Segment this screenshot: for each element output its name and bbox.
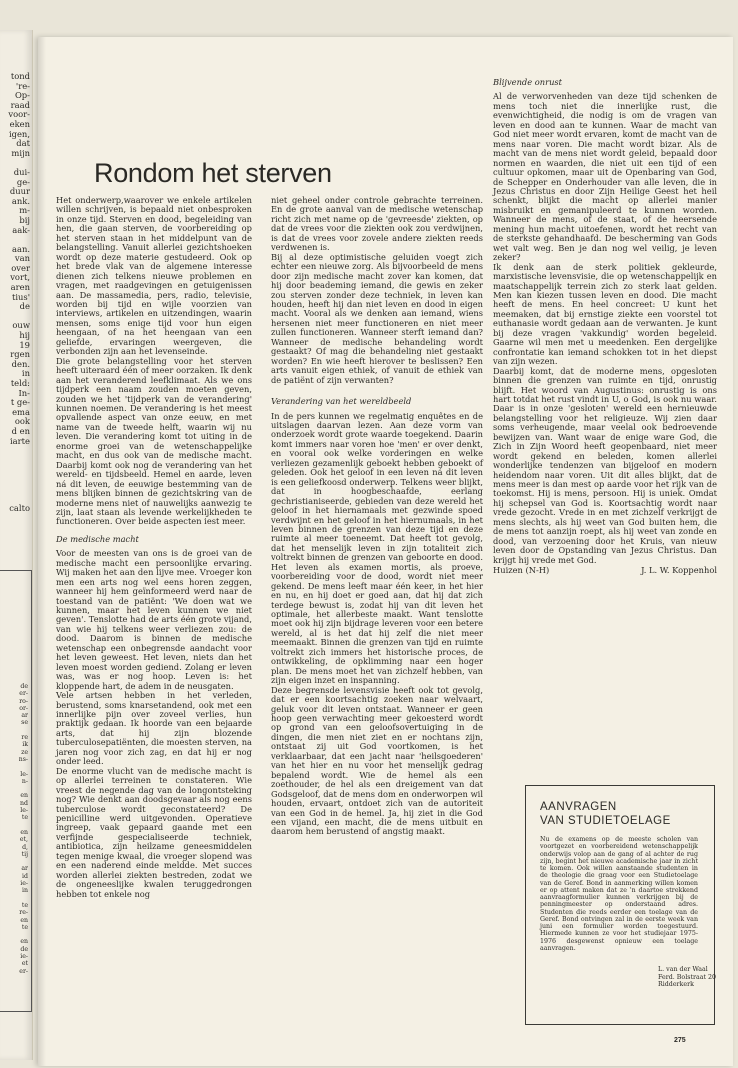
paragraph: Vele artsen hebben in het verleden, berustend, soms knarsetandend, ook met een innerlijke pijn over zoveel verlies, hun praktijk gedaan. Ik hoorde van een bejaarde arts, dat hij zijn blozende tuberculosepatiënten, die moesten sterven, na jaren nog voor zich zag, en dat hij er nog onder leed. bbox=[56, 690, 252, 767]
previous-page-line: ns- bbox=[18, 755, 28, 763]
previous-page-line: teld: bbox=[10, 378, 30, 388]
paragraph: Die grote belangstelling voor het sterven heeft uiteraard één of meer oorzaken. Ik denk aan het veranderend leefklimaat. Als we ons tijdperk een naam zouden moeten geven, zouden we het 'tijdperk van de verandering' kunnen noemen. De verandering is het meest opvallende aspect van onze eeuw, en met name van de tweede helft, waarin wij nu leven. Die verandering komt tot uiting in de enorme groei van de wetenschappelijke macht, en dus ook van de medische macht. Daarbij komt ook nog de verandering van het wereld- en tijdsbeeld. Hemel en aarde, leven ná dit leven, de eeuwige bestemming van de mens blijken binnen de gezichtskring van de moderne mens niet of nauwelijks aanwezig te zijn, laat staan als levende werkelijkheden te functioneren. Over beide aspecten iest meer. bbox=[56, 355, 252, 527]
notice-signature bbox=[658, 966, 717, 989]
previous-page-line: tij bbox=[21, 850, 28, 858]
notice-title bbox=[540, 800, 698, 828]
previous-page-line: ro- bbox=[19, 697, 28, 705]
previous-page-line bbox=[0, 456, 30, 466]
previous-page-line: 19 bbox=[19, 339, 30, 350]
previous-page-line: nd bbox=[20, 799, 28, 807]
previous-page-line: dat bbox=[16, 138, 30, 149]
page-number: 275 bbox=[674, 1037, 686, 1044]
previous-page-line bbox=[19, 822, 28, 829]
signature-author: J. L. W. Koppenhol bbox=[641, 565, 717, 576]
previous-page-line: m- bbox=[19, 205, 30, 216]
previous-page-line: hij bbox=[19, 330, 30, 341]
article-page bbox=[38, 37, 733, 1066]
previous-page-line: ar bbox=[21, 712, 28, 720]
paragraph: Al de verworvenheden van deze tijd schenken de mens toch niet die innerlijke rust, die evenwichtigheid, die nodig is om de vragen van leven en dood aan te kunnen. Waar de macht van God niet meer wordt ervaren, komt de macht van de mens naar voren. Die macht wordt bizar. Als de macht van de mens niet wordt geleid, bepaald door normen en waarden, die niet uit een tijd of een cultuur opkomen, maar uit de Openbaring van God, de Schepper en Onderhouder van alle leven, die in Jezus Christus en door Zijn Heilige Geest het heil schenkt, blijkt die macht op allerlei manier misbruikt en gemanipuleerd te kunnen worden. Wanneer de mens, of de staat, of de heersende mening hun macht uitoefenen, wordt het recht van de sterkste gehandhaafd. De bescherming van Gods wet valt weg. Ben je dan nog wel veilig, je leven zeker? bbox=[493, 91, 717, 263]
paragraph: niet geheel onder controle gebrachte terreinen. En de grote aanval van de medische wetenschap richt zich met name op de 'gevreesde' ziekten, op dat de vrees voor die ziekten ook zou verdwijnen, is dat de vrees voor zovele andere ziekten reeds verdwenen is. bbox=[271, 195, 483, 253]
paragraph: De enorme vlucht van de medische macht is op allerlei terreinen te constateren. Wie vreest de negende dag van de longontsteking nog? Wie denkt aan doodsgevaar als nog eens tuberculose wordt geconstateerd? De penicilline werd uitgevonden. Operatieve ingreep, vaak gepaard gaande met een verfijnde gespecialiseerde techniek, antibiotica, zijn heilzame geneesmiddelen tegen menige kwaal, die vroeger slopend was en een naderend einde meldde. Met succes worden allerlei ziekten bestreden, zodat we de ongeneeslijke kwalen teruggedrongen hebben tot enkele nog bbox=[56, 765, 252, 899]
previous-page-line: en bbox=[20, 916, 28, 924]
article-signature bbox=[493, 566, 717, 575]
previous-page-box bbox=[0, 570, 32, 1012]
page-gutter-shadow bbox=[38, 37, 46, 1066]
article-title: Rondom het sterven bbox=[94, 158, 332, 188]
previous-page-line: or- bbox=[19, 704, 28, 712]
previous-page-line: de bbox=[19, 301, 30, 312]
previous-page-line bbox=[19, 763, 28, 770]
previous-page-line: over bbox=[11, 262, 30, 273]
previous-page-line: Op- bbox=[14, 90, 30, 101]
previous-page-line: tond bbox=[10, 71, 30, 81]
previous-page-line: re- bbox=[19, 909, 28, 917]
previous-page-line: igen, bbox=[8, 128, 30, 139]
previous-page-line: ar bbox=[21, 865, 28, 873]
previous-page-line: et, bbox=[19, 836, 28, 844]
previous-page-line: en bbox=[20, 792, 28, 800]
section-heading: De medische macht bbox=[56, 533, 139, 544]
previous-page-line: aan. bbox=[11, 243, 30, 254]
paragraph: Het onderwerp,waarover we enkele artikelen willen schrijven, is bepaald niet onbesproken in onze tijd. Sterven en dood, begeleiding van hen, die gaan sterven, de voorbereiding op het sterven staan in het middelpunt van de belangstelling. Vanuit allerlei gezichtshoeken wordt op deze materie gestudeerd. Ook op het brede vlak van de algemene interesse dienen zich telkens nieuwe problemen en vragen, met raadgevingen en getuigenissen aan. De massamedia, pers, radio, televisie, worden bij tijd en wijle voorzien van interviews, artikelen en uitzendingen, waarin mensen, soms enige tijd voor hun eigen heengaan, of na het heengaan van een geliefde, ervaringen weergeven, die verbonden zijn aan het levenseinde. bbox=[56, 195, 252, 357]
section-heading: Blijvende onrust bbox=[493, 77, 563, 87]
previous-page-line: 're- bbox=[15, 80, 30, 91]
paragraph: In de pers kunnen we regelmatig enquêtes en de uitslagen daarvan lezen. Aan deze vorm van onderzoek wordt grote waarde toegekend. Daarin komt immers naar voren hoe 'men' er over denkt, en vooral ook welke vorderingen en welke verliezen gezamenlijk geboekt hebben geboekt of geleden. Ook het geloof in een leven ná dit leven is een geliefkoosd onderwerp. Telkens weer blijkt, dat in hoogbeschaafde, eerlang gechristianiseerde, gebieden van deze wereld het geloof in het hiernamaals met gezwinde spoed verdwijnt en het geloof in het hiernumaals, in het leven binnen de grenzen van deze tijd en deze ruimte al meer toeneemt. Dat heeft tot gevolg, dat het menselijk leven in zijn totaliteit zich voltrekt binnen de grenzen van geboorte en dood. Het leven als examen mortis, als proeve, voorbereiding voor de dood, wordt niet meer gekend. De mens leeft maar één keer, in het hier en nu, en hij doet er goed aan, dat hij dat zich terdege bewust is, zodat hij van dit leven het optimale, het allerbeste maakt. Want tenslotte moet ook hij zijn bijdrage leveren voor een betere wereld, al is het dat hij zelf die niet meer meemaakt. Binnen die grenzen van tijd en ruimte voltrekt zich immers het historische proces, de ontwikkeling, de opklimming naar een hoger plan. De mens moet het van zichzelf hebben, van zijn eigen inzet en inspanning. bbox=[271, 410, 483, 686]
previous-page-box-text bbox=[19, 683, 28, 975]
previous-page-line: ze bbox=[21, 748, 28, 756]
previous-page-line: er- bbox=[19, 690, 28, 698]
previous-page-line: ook bbox=[14, 416, 30, 427]
previous-page-line: le- bbox=[20, 770, 28, 778]
previous-page-line: duur bbox=[9, 186, 30, 197]
notice-sign-city: Ridderkerk bbox=[658, 981, 694, 989]
previous-page-line: ouw bbox=[12, 320, 30, 331]
section-heading: Verandering van het wereldbeeld bbox=[271, 396, 412, 407]
notice-body: Nu de examens op de meeste scholen van voortgezet en voorbereidend wetenschappelijk onderwijs volop aan de gang of al achter de rug zijn, begint het nieuwe academische jaar in zicht te komen. Ook willen aanstaande studenten in de theologie die graag voor een Studietoelage van de Geref. Bond in aanmerking willen komen er op attent maken dat ze 'n daartoe strekkend aanvraagformulier kunnen verkrijgen bij de penningmeester op onderstaand adres. Studenten die reeds eerder een toelage van de Geref. Bond ontvingen zal in de eerste week van juni een formulier worden toegestuurd. Hiermede kunnen ze voor het studiejaar 1975-1976 desgewenst opnieuw een toelage aanvragen. bbox=[540, 836, 698, 952]
previous-page-line: re bbox=[21, 734, 28, 742]
paragraph: Ik denk aan de sterk politiek gekleurde, marxistische levensvisie, die op wetenschappelijk en maatschappelijk terrein zich zo sterk laat gelden. Men kan kiezen tussen leven en dood. Die macht heeft de mens. En heel concreet: U kunt het meemaken, dat bij ernstige ziekte een voorstel tot euthanasie wordt gedaan aan de verwanten. Je kunt bij deze vragen 'vakkundig' worden begeleid. Gaarne wil men met u meedenken. Een dergelijke confrontatie kan iemand schokken tot in het diepst van zijn wezen. bbox=[493, 261, 717, 367]
previous-page-line: er- bbox=[19, 967, 28, 975]
previous-page-line: aren bbox=[10, 282, 30, 293]
previous-page-line: et bbox=[21, 960, 28, 968]
previous-page-line: ema bbox=[12, 406, 30, 417]
paragraph: Voor de meesten van ons is de groei van de medische macht een persoonlijke ervaring. Wij maken het aan den lijve mee. Vroeger kon men een arts nog wel eens horen zeggen, wanneer hij hem geïnformeerd werd naar de toestand van de patiënt: 'We doen wat we kunnen, maar het leven kunnen we niet geven'. Tenslotte had de arts één grote vijand, van wie hij telkens weer verliezen zou: de dood. Daarom is binnen de medische wetenschap een onbegrensde aandacht voor het leven geweest. Het leven, niets dan het leven moest worden gediend. Zolang er leven was, was er nog hoop. Leven is: het kloppende hart, de adem in de neusgaten. bbox=[56, 548, 252, 691]
previous-page-line bbox=[19, 931, 28, 938]
previous-page-line: raad bbox=[10, 99, 30, 110]
notice-title-line-2: VAN STUDIETOELAGE bbox=[540, 815, 671, 827]
previous-page-line bbox=[19, 785, 28, 792]
previous-page-line: in bbox=[21, 368, 30, 379]
previous-page-line: te bbox=[21, 814, 28, 822]
notice-title-line-1: AANVRAGEN bbox=[540, 801, 617, 813]
previous-page-line: vort, bbox=[10, 272, 30, 283]
previous-page-line bbox=[0, 446, 30, 456]
previous-page-line: ik bbox=[22, 741, 28, 749]
previous-page-line: iarte bbox=[10, 435, 30, 446]
previous-page-line bbox=[19, 727, 28, 734]
notice-sign-street: Ferd. Bolstraat 20 bbox=[658, 973, 717, 981]
previous-page-line: ie- bbox=[20, 952, 28, 960]
previous-page-line: de bbox=[20, 683, 28, 690]
article-column-2 bbox=[271, 196, 483, 837]
previous-page-line: bij bbox=[19, 214, 30, 225]
previous-page-line bbox=[0, 475, 30, 485]
previous-page-line: voor- bbox=[8, 109, 30, 120]
previous-page-line: de bbox=[20, 945, 28, 953]
previous-page-column bbox=[0, 72, 30, 513]
previous-page-line bbox=[0, 465, 30, 475]
previous-page-line: d en bbox=[11, 425, 30, 436]
previous-page-line: id bbox=[22, 872, 28, 880]
previous-page-line: ank. bbox=[11, 195, 30, 206]
signature-place: Huizen (N-H) bbox=[493, 565, 550, 576]
previous-page-line: rgen bbox=[10, 349, 30, 360]
previous-page-line bbox=[19, 895, 28, 902]
previous-page-line: calto bbox=[9, 502, 30, 513]
previous-page-line: le- bbox=[20, 807, 28, 815]
previous-page-line: te bbox=[21, 901, 28, 909]
paragraph: Deze begrensde levensvisie heeft ook tot gevolg, dat er een koortsachtig zoeken naar welvaart, geluk voor dit leven ontstaat. Wanneer er geen hoop geen verwachting meer gekoesterd wordt op grond van een geloofsovertuiging in de dingen, die men niet ziet en er nochtans zijn, ontstaat zij uit God voortkomen, is het verklaarbaar, dat een jacht naar 'heilsgoederen' van het hier en nu voor het menselijk gedrag bepalend wordt. Wie de hemel als een zoethouder, de hel als een dreigement van dat Godsgeloof, dat de mens dom en onderworpen wil houden, ervaart, ontdoet zich van de autoriteit van een God in de hemel. Ja, hij ziet in die God een vijand, een macht, die de mens uitbuit en daarom hem berustend of angstig maakt. bbox=[271, 684, 483, 837]
previous-page-line: in bbox=[22, 887, 28, 895]
previous-page-line: dui- bbox=[13, 166, 30, 177]
previous-page-edge bbox=[0, 30, 33, 1060]
previous-page-line: aak- bbox=[12, 224, 30, 235]
notice-sign-name: L. van der Waal bbox=[658, 966, 708, 973]
previous-page-line: d, bbox=[22, 843, 28, 851]
previous-page-line: t ge- bbox=[10, 397, 30, 408]
previous-page-line: ie- bbox=[20, 880, 28, 888]
paragraph: Daarbij komt, dat de moderne mens, opgesloten binnen die grenzen van ruimte en tijd, onrustig blijft. Het woord van Augustinus: onrustig is ons hart totdat het rust vindt in U, o God, is ook nu waar. Daar is in onze 'gesloten' wereld een hernieuwde belangstelling voor het religieuze. Wij zien daar soms verheugende, maar veelal ook bedroevende bewijzen van. Want waar de enige ware God, die Zich in Zijn Woord heeft geopenbaard, niet meer wordt gekend en beleden, komen allerlei wonderlijke tendenzen van bijgeloof en modern heidendom naar voren. Uit dit alles blijkt, dat de mens meer is dan mest op aarde voor het rijk van de toekomst. Hij is mens, persoon. Hij is uniek. Omdat hij schepsel van God is. Koortsachtig wordt naar vrede gezocht. Vrede in en met zichzelf verkrijgt de mens slechts, als hij weet van God buiten hem, die de mens tot aanzijn roept, als hij weet van zonde en dood, van verzoening door het Kruis, van nieuw leven door de Opstanding van Jezus Christus. Dan krijgt hij vrede met God. bbox=[493, 365, 717, 565]
previous-page-line: eken bbox=[9, 118, 30, 129]
previous-page-line: se bbox=[21, 719, 28, 727]
previous-page-line: n- bbox=[21, 777, 28, 785]
article-column-3 bbox=[493, 78, 717, 576]
article-column-1 bbox=[56, 196, 252, 899]
previous-page-line: van bbox=[14, 253, 30, 264]
previous-page-line: den. bbox=[11, 358, 30, 369]
previous-page-line bbox=[0, 485, 30, 495]
previous-page-line: en bbox=[20, 938, 28, 946]
previous-page-line: In- bbox=[18, 387, 30, 398]
paragraph: Bij al deze optimistische geluiden voegt zich echter een nieuwe zorg. Als bijvoorbeeld de mens door zijn medische macht zover kan komen, dat hij door beademing iemand, die gewis en zeker zou sterven zonder deze techniek, in leven kan houden, heeft hij dan niet leven en dood in eigen macht. Vooral als we denken aan iemand, wiens hersenen niet meer functioneren en niet meer zullen functioneren. Wanneer sterft iemand dan? Wanneer de medische behandeling wordt gestaakt? Of mag die behandeling niet gestaakt worden? En wie heeft hierover te beslissen? Een arts vanuit eigen ethiek, of vanuit de ethiek van de patiënt of zijn verwanten? bbox=[271, 251, 483, 385]
previous-page-line: te bbox=[21, 923, 28, 931]
previous-page-line: ge- bbox=[16, 176, 30, 187]
notice-box bbox=[525, 785, 715, 1025]
previous-page-line: tius' bbox=[11, 291, 30, 302]
previous-page-line bbox=[19, 858, 28, 865]
previous-page-line: en bbox=[20, 828, 28, 836]
previous-page-line: mijn bbox=[11, 147, 30, 158]
